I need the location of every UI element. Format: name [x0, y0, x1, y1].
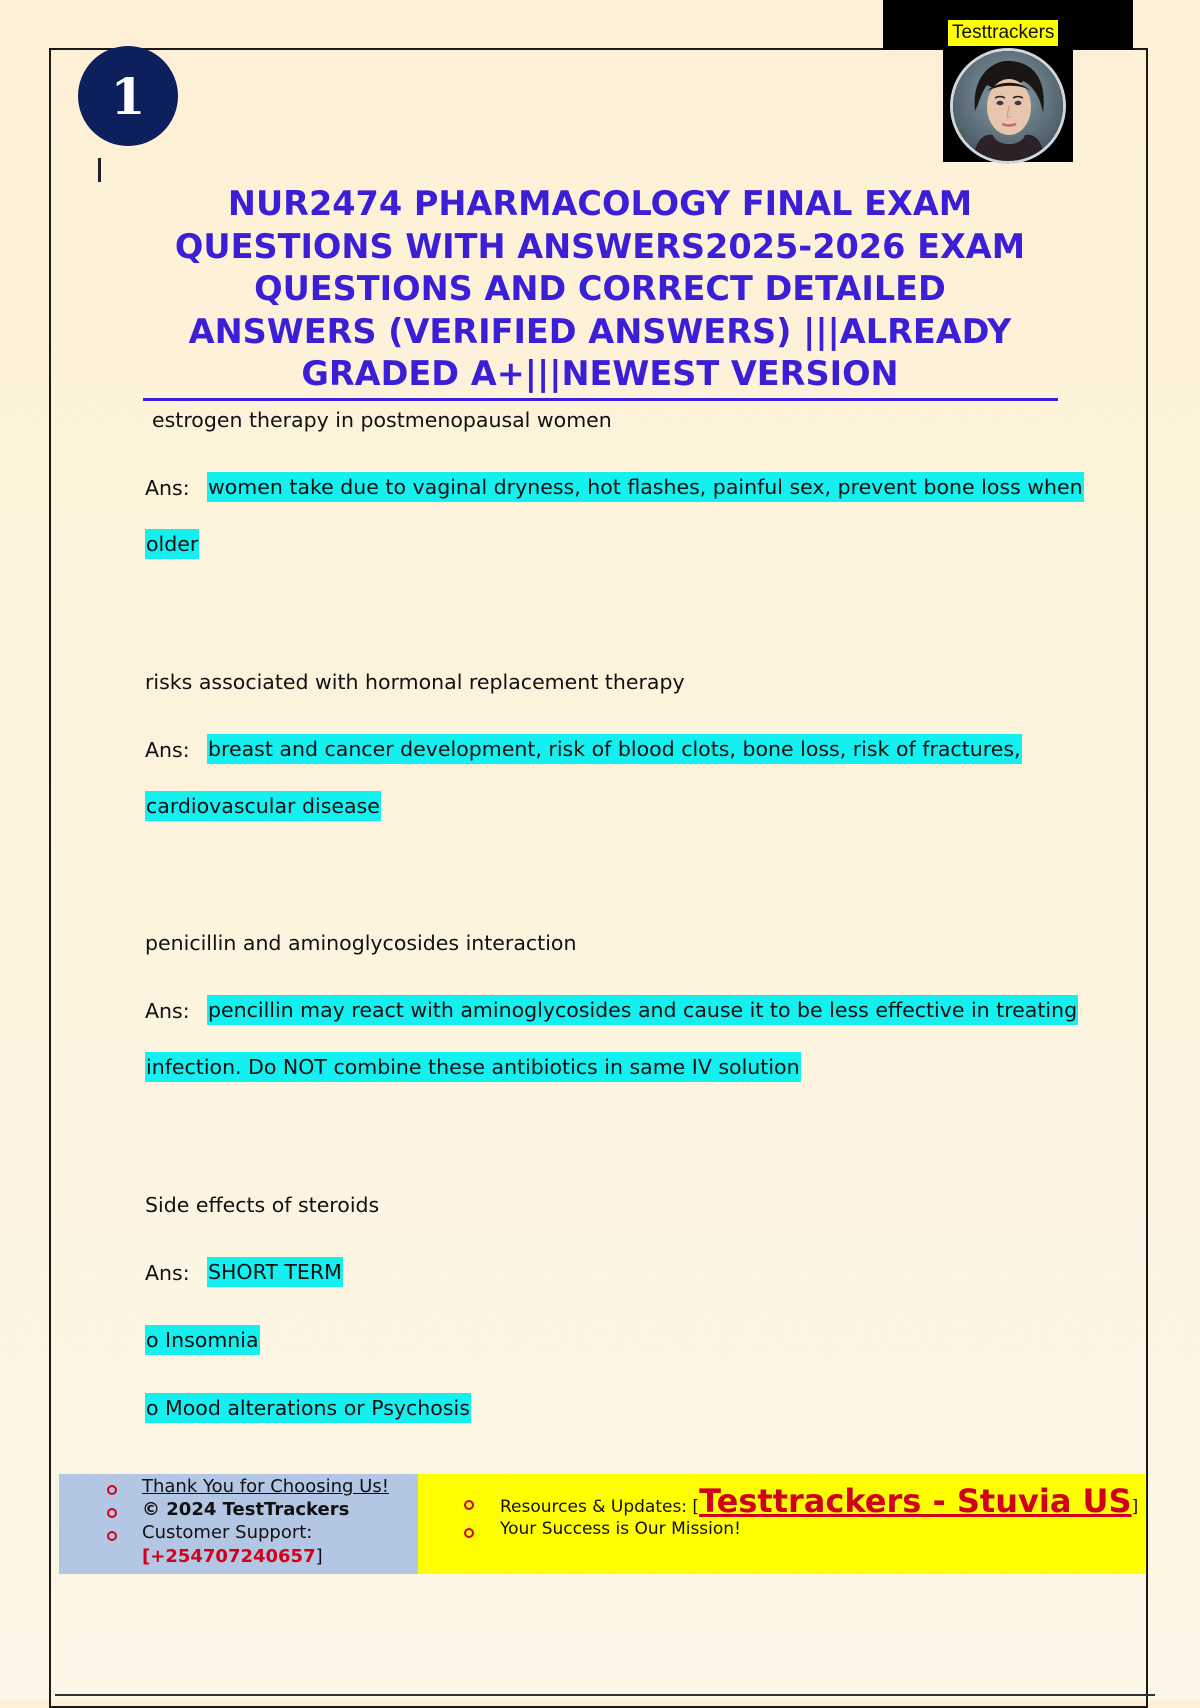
support-phone: +254707240657	[150, 1546, 316, 1567]
resources-bracket: ]	[1131, 1497, 1139, 1517]
avatar	[950, 48, 1066, 164]
support-label: Customer Support:	[142, 1522, 313, 1543]
document-title	[130, 183, 1070, 396]
resources-label: Resources & Updates: [	[500, 1497, 700, 1517]
question-text: estrogen therapy in postmenopausal women	[152, 408, 612, 432]
bullet-icon	[464, 1500, 474, 1510]
question-text: penicillin and aminoglycosides interaction	[145, 931, 577, 955]
copyright-text: © 2024 TestTrackers	[142, 1499, 350, 1520]
answer-line: cardiovascular disease	[145, 791, 381, 821]
title-line: ANSWERS (VERIFIED ANSWERS) |||ALREADY	[188, 311, 1012, 351]
answer-line: women take due to vaginal dryness, hot flashes, painful sex, prevent bone loss when	[207, 472, 1084, 502]
title-underline	[143, 398, 1058, 401]
text-cursor	[98, 158, 101, 182]
page-number-badge: 1	[78, 46, 178, 146]
answer-line: pencillin may react with aminoglycosides and cause it to be less effective in treating	[207, 995, 1078, 1025]
answer-label: Ans:	[145, 1261, 190, 1285]
bullet-icon	[464, 1528, 474, 1538]
phone-bracket: ]	[315, 1546, 323, 1567]
answer-line: o Mood alterations or Psychosis	[145, 1393, 471, 1423]
bottom-rule	[55, 1694, 1155, 1696]
answer-label: Ans:	[145, 738, 190, 762]
resources-line	[500, 1482, 1138, 1520]
portrait-image	[953, 51, 1063, 161]
title-line: NUR2474 PHARMACOLOGY FINAL EXAM	[227, 184, 973, 223]
footer-contact-panel	[59, 1474, 418, 1574]
title-line: QUESTIONS AND CORRECT DETAILED	[254, 269, 946, 308]
bullet-icon	[107, 1508, 117, 1518]
phone-line	[142, 1546, 323, 1567]
bullet-icon	[107, 1531, 117, 1541]
question-text: risks associated with hormonal replacement therapy	[145, 670, 685, 694]
title-line: GRADED A+|||NEWEST VERSION	[301, 354, 899, 393]
stuvia-link[interactable]: Testtrackers - Stuvia US	[699, 1482, 1132, 1520]
answer-line: o Insomnia	[145, 1325, 260, 1355]
answer-label: Ans:	[145, 999, 190, 1023]
answer-line: breast and cancer development, risk of blood clots, bone loss, risk of fractures,	[207, 734, 1022, 764]
avatar-frame	[943, 48, 1073, 162]
mission-text: Your Success is Our Mission!	[500, 1519, 741, 1539]
answer-line: infection. Do NOT combine these antibiotics in same IV solution	[145, 1052, 801, 1082]
answer-label: Ans:	[145, 476, 190, 500]
question-text: Side effects of steroids	[145, 1193, 380, 1217]
footer-resources-panel	[418, 1474, 1145, 1574]
bullet-icon	[107, 1485, 117, 1495]
answer-line: older	[145, 529, 199, 559]
brand-label: Testtrackers	[948, 20, 1058, 46]
phone-bracket: [	[142, 1546, 151, 1567]
thanks-text: Thank You for Choosing Us!	[142, 1476, 389, 1497]
title-line: QUESTIONS WITH ANSWERS2025-2026 EXAM	[174, 226, 1026, 266]
answer-line: SHORT TERM	[207, 1257, 343, 1287]
